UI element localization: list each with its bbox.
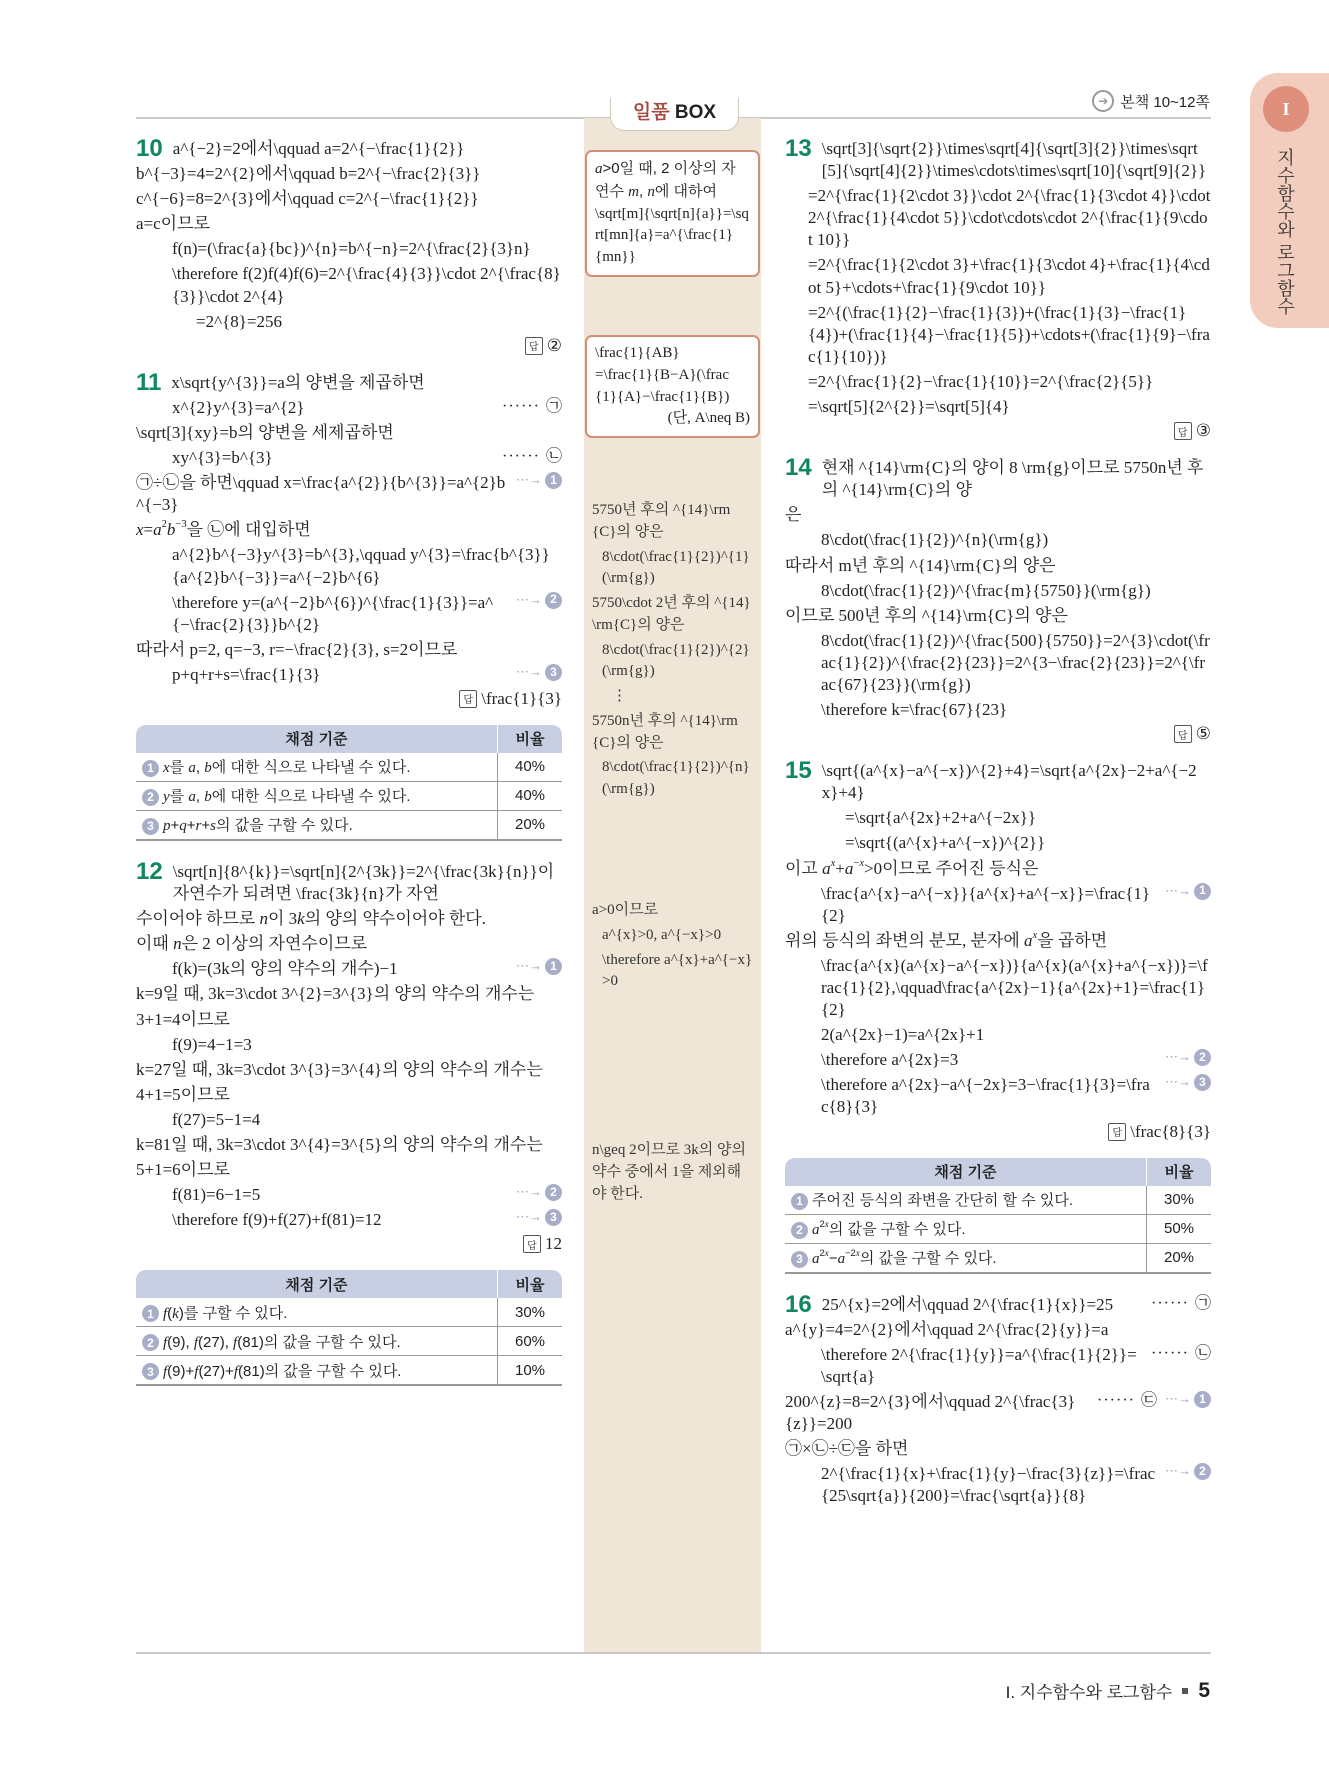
math-expression: 수이어야 하므로 n이 3k의 양의 약수이어야 한다.	[136, 909, 486, 929]
solution-line	[136, 1109, 562, 1131]
math-expression: \sqrt[3]{\sqrt{2}}\times\sqrt[4]{\sqrt[3]{2}}\times\sqrt[5]{\sqrt[4]{2}}\times\cdots\times\sqrt[10]{\sqrt[9]{2}}	[821, 139, 1207, 181]
scoring-step-marker	[516, 1209, 562, 1226]
math-expression: =\sqrt{(a^{x}+a^{−x})^{2}}	[845, 833, 1046, 853]
ratio-cell: 20%	[498, 810, 563, 840]
page-reference	[1092, 90, 1210, 112]
step-arrow-icon: ⋯→	[516, 663, 542, 679]
table-row	[785, 1243, 1211, 1273]
solution-line	[136, 1059, 562, 1081]
equation-label	[502, 447, 562, 468]
label-glyph: ㉡	[1194, 1344, 1211, 1362]
footer-chapter: I. 지수함수와 로그함수	[1005, 1683, 1173, 1702]
answer-icon: 답	[1174, 725, 1192, 743]
math-expression: =\sqrt[5]{2^{2}}=\sqrt[5]{4}	[808, 397, 1010, 417]
table-row	[785, 1186, 1211, 1215]
solution-line	[136, 368, 562, 396]
scoring-step-marker	[1165, 1463, 1211, 1480]
step-arrow-icon: ⋯→	[516, 958, 542, 974]
solution-line	[136, 1009, 562, 1031]
answer	[136, 336, 562, 356]
solution-line	[136, 1159, 562, 1181]
ratio-cell: 40%	[498, 753, 563, 782]
math-expression: 2(a^{2x}−1)=a^{2x}+1	[821, 1025, 985, 1045]
answer-icon: 답	[525, 337, 543, 355]
label-glyph: ㉠	[1194, 1294, 1211, 1312]
math-expression: x^{2}y^{3}=a^{2}	[172, 397, 305, 417]
solution-line	[136, 1209, 562, 1231]
criteria-text: $a^{2x}-a^{-2x}$의 값을 구할 수 있다.	[812, 1248, 997, 1268]
problem-solution	[785, 757, 1211, 1141]
math-expression: a=c이므로	[136, 214, 210, 234]
step-number: 2	[545, 592, 562, 609]
problem-solution	[136, 368, 562, 709]
scoring-criteria-table	[136, 725, 562, 841]
leader-dots: ······	[1097, 1391, 1135, 1409]
step-number: 1	[791, 1193, 808, 1210]
equation-label	[1151, 1294, 1211, 1315]
column-header: 비율	[498, 725, 563, 753]
step-number: 2	[791, 1222, 808, 1239]
step-arrow-icon: ⋯→	[516, 591, 542, 607]
problem-number: 15	[785, 757, 812, 785]
solution-line	[785, 454, 1211, 501]
table-row	[136, 753, 562, 782]
math-expression: k=81일 때, 3k=3\cdot 3^{4}=3^{5}의 양의 약수의 개수는	[136, 1135, 543, 1154]
box-tab-highlight: 일품	[632, 102, 670, 123]
page-footer	[1006, 1678, 1210, 1703]
note-text: a>0일 때, 2 이상의 자연수 m, n에 대하여	[595, 160, 736, 200]
solution-line	[785, 529, 1211, 551]
criteria-text: $a^{2x}$의 값을 구할 수 있다.	[812, 1219, 966, 1239]
ratio-cell: 20%	[1147, 1243, 1212, 1273]
solution-line	[785, 883, 1211, 927]
math-expression: 3+1=4이므로	[136, 1009, 230, 1029]
step-number: 3	[142, 818, 159, 835]
solution-line	[785, 580, 1211, 602]
math-expression: f(k)=(3k의 양의 약수의 개수)−1	[172, 959, 398, 979]
answer-value: ②	[546, 335, 562, 355]
solution-line	[136, 1034, 562, 1056]
label-glyph: ㉡	[545, 448, 562, 466]
math-expression: \sqrt[3]{xy}=b의 양변을 세제곱하면	[136, 422, 394, 442]
problem-number: 14	[785, 454, 812, 482]
math-expression: b^{−3}=4=2^{2}에서\qquad b=2^{−\frac{2}{3}}	[136, 164, 481, 184]
criteria-cell	[785, 1214, 1147, 1243]
table-header-row	[785, 1158, 1211, 1186]
math-expression: 현재 ^{14}\rm{C}의 양이 8 \rm{g}이므로 5750n년 후의 ^{14}\rm{C}의 양	[821, 458, 1204, 500]
math-expression: x\sqrt{y^{3}}=a의 양변을 제곱하면	[171, 372, 425, 392]
note-line: 8\cdot(\frac{1}{2})^{1}(\rm{g})	[602, 548, 750, 587]
box-tab	[610, 98, 739, 131]
step-arrow-icon: ⋯→	[516, 472, 542, 488]
note-line: 8\cdot(\frac{1}{2})^{n}(\rm{g})	[602, 759, 750, 797]
solution-line	[136, 422, 562, 444]
problem-solution	[136, 135, 562, 356]
problem-number: 13	[785, 135, 812, 162]
criteria-text: 주어진 등식의 좌변을 간단히 할 수 있다.	[812, 1192, 1074, 1210]
answer-icon: 답	[1174, 422, 1192, 440]
solution-line	[136, 1184, 562, 1206]
solution-line	[136, 983, 562, 1005]
equation-label	[1151, 1344, 1211, 1365]
math-expression: c^{−6}=8=2^{3}에서\qquad c=2^{−\frac{1}{2}}	[136, 189, 479, 209]
criteria-cell	[785, 1186, 1147, 1215]
solution-line	[785, 757, 1211, 804]
step-number: 3	[545, 664, 562, 681]
solution-line	[136, 1134, 562, 1156]
solution-line	[785, 1463, 1211, 1507]
solution-line	[785, 699, 1211, 721]
answer-value: \frac{8}{3}	[1130, 1121, 1211, 1141]
arrow-right-icon: ➔	[1092, 90, 1114, 112]
solution-line	[136, 238, 562, 260]
chapter-tab[interactable]	[1250, 73, 1329, 328]
math-expression: =2^{\frac{1}{2}−\frac{1}{10}}=2^{\frac{2}{5}}	[808, 371, 1154, 391]
page-number: 5	[1198, 1678, 1210, 1702]
note-line: a>0이므로	[592, 902, 659, 918]
solution-line	[785, 605, 1211, 627]
label-glyph: ㉠	[545, 397, 562, 415]
math-expression: =2^{8}=256	[196, 311, 282, 331]
solution-line	[785, 396, 1211, 418]
math-expression: f(27)=5−1=4	[172, 1109, 261, 1129]
math-expression: $x=a^2b^{-3}$을 ㉡에 대입하면	[136, 519, 311, 540]
scoring-step-marker	[1165, 1049, 1211, 1066]
math-expression: \therefore a^{2x}=3	[821, 1050, 959, 1070]
step-number: 2	[1194, 1049, 1211, 1066]
solution-line	[785, 955, 1211, 1021]
solution-line	[785, 858, 1211, 880]
scoring-step-marker	[1165, 1074, 1211, 1091]
page-reference-text: 본책 10~12쪽	[1120, 93, 1210, 111]
leader-dots: ······	[502, 397, 540, 415]
note-line: \therefore a^{x}+a^{−x}>0	[602, 951, 753, 990]
column-header: 채점 기준	[136, 1270, 498, 1298]
note-line: a^{x}>0, a^{−x}>0	[602, 926, 722, 943]
answer-value: ⑤	[1195, 724, 1211, 744]
label-glyph: ㉢	[1140, 1391, 1157, 1409]
note-exclude-one	[592, 1140, 754, 1208]
step-number: 1	[142, 760, 159, 777]
note-box-radical	[585, 150, 760, 277]
criteria-cell	[136, 1298, 498, 1327]
criteria-text: p+q+r+s의 값을 구할 수 있다.	[163, 817, 353, 835]
scoring-step-marker	[516, 664, 562, 681]
note-line: 5750년 후의 ^{14}\rm{C}의 양은	[592, 502, 731, 540]
step-arrow-icon: ⋯→	[1165, 882, 1191, 898]
solution-line	[136, 188, 562, 210]
criteria-cell	[136, 810, 498, 840]
math-expression: =2^{\frac{1}{2\cdot 3}+\frac{1}{3\cdot 4}+\frac{1}{4\cdot 5}+\cdots+\frac{1}{9\cdot 10}}	[808, 255, 1210, 297]
criteria-cell	[136, 781, 498, 810]
step-number: 1	[1194, 883, 1211, 900]
scoring-step-marker	[1165, 1391, 1211, 1408]
note-line: 5750n년 후의 ^{14}\rm{C}의 양은	[592, 712, 738, 751]
note-line: 8\cdot(\frac{1}{2})^{2}(\rm{g})	[602, 641, 750, 680]
table-header-row	[136, 725, 562, 753]
solution-line	[136, 664, 562, 686]
step-arrow-icon: ⋯→	[1165, 1463, 1191, 1479]
note-formula: \sqrt[m]{\sqrt[n]{a}}=\sqrt[mn]{a}=a^{\frac{1}{mn}}	[595, 205, 749, 265]
scoring-step-marker	[516, 1184, 562, 1201]
answer-value: ③	[1195, 421, 1211, 441]
solution-line	[785, 254, 1211, 298]
chapter-number: I	[1263, 86, 1309, 132]
table-row	[136, 1356, 562, 1386]
solution-line	[136, 1084, 562, 1106]
note-positive	[592, 900, 754, 996]
solution-line	[785, 1049, 1211, 1071]
problem-solution	[785, 1290, 1211, 1508]
math-expression: k=27일 때, 3k=3\cdot 3^{3}=3^{4}의 양의 약수의 개수는	[136, 1059, 543, 1079]
solution-line	[785, 930, 1211, 952]
leader-dots: ······	[1151, 1294, 1189, 1312]
solution-line	[785, 1074, 1211, 1118]
criteria-cell	[136, 1356, 498, 1386]
math-expression: ㉠÷㉡을 하면\qquad x=\frac{a^{2}}{b^{3}}=a^{2}b^{−3}	[136, 473, 506, 515]
step-number: 3	[1194, 1074, 1211, 1091]
solution-line	[136, 519, 562, 541]
math-expression: p+q+r+s=\frac{1}{3}	[172, 664, 321, 684]
scoring-step-marker	[516, 472, 562, 489]
solution-line	[136, 163, 562, 185]
math-expression: 이므로 500년 후의 ^{14}\rm{C}의 양은	[785, 605, 1068, 625]
math-expression: 4+1=5이므로	[136, 1084, 230, 1104]
solution-line	[785, 1344, 1211, 1388]
solution-line	[136, 135, 562, 162]
problem-number: 12	[136, 857, 163, 885]
column-header: 채점 기준	[785, 1158, 1147, 1186]
note-carbon-decay	[592, 500, 754, 804]
table-row	[136, 781, 562, 810]
criteria-cell	[785, 1243, 1147, 1273]
problem-number: 11	[136, 368, 162, 396]
problem-number: 16	[785, 1290, 812, 1318]
left-column	[136, 135, 562, 1406]
scoring-criteria-table	[136, 1270, 562, 1386]
note-line: ⋮	[612, 688, 627, 704]
ratio-cell: 10%	[498, 1356, 563, 1386]
math-expression: \sqrt[n]{8^{k}}=\sqrt[n]{2^{3k}}=2^{\frac{3k}{n}}이 자연수가 되려면 \frac{3k}{n}가 자연	[172, 861, 555, 904]
chapter-title: 지수함수와 로그함수	[1275, 148, 1295, 316]
solution-line	[136, 908, 562, 930]
column-header: 비율	[1147, 1158, 1212, 1186]
solution-line	[136, 544, 562, 588]
note-line: n\geq 2이므로 3k의 양의 약수 중에서 1을 제외해야 한다.	[592, 1142, 747, 1202]
criteria-cell	[136, 1327, 498, 1356]
problem-solution	[785, 135, 1211, 441]
math-expression: a^{2}b^{−3}y^{3}=b^{3},\qquad y^{3}=\frac{b^{3}}{a^{2}b^{−3}}=a^{−2}b^{6}	[172, 545, 550, 587]
solution-line	[136, 933, 562, 955]
math-expression: ㉠×㉡÷㉢을 하면	[785, 1439, 909, 1459]
bottom-rule	[136, 1652, 1211, 1654]
math-expression: a^{y}=4=2^{2}에서\qquad 2^{\frac{2}{y}}=a	[785, 1319, 1109, 1339]
scoring-criteria-table	[785, 1158, 1211, 1274]
math-expression: \therefore y=(a^{−2}b^{6})^{\frac{1}{3}}=a^{−\frac{2}{3}}b^{2}	[172, 592, 494, 634]
math-expression: 따라서 p=2, q=−3, r=−\frac{2}{3}, s=2이므로	[136, 639, 458, 659]
math-expression: 8\cdot(\frac{1}{2})^{\frac{500}{5750}}=2^{3}\cdot(\frac{1}{2})^{\frac{2}{23}}=2^{3−\frac{2}{23}}=2^{\frac{67}{23}}(\rm{g})	[821, 630, 1210, 694]
answer	[785, 1122, 1211, 1142]
solution-line	[785, 302, 1211, 368]
column-header: 채점 기준	[136, 725, 498, 753]
column-header: 비율	[498, 1270, 563, 1298]
answer-value: \frac{1}{3}	[481, 688, 562, 708]
solution-line	[785, 832, 1211, 854]
answer-value: 12	[545, 1234, 562, 1254]
note-lhs: \frac{1}{AB}	[595, 345, 680, 361]
solution-line	[785, 1391, 1211, 1435]
problem-solution	[785, 454, 1211, 744]
solution-line	[785, 555, 1211, 577]
step-number: 1	[545, 958, 562, 975]
math-expression: \therefore 2^{\frac{1}{y}}=a^{\frac{1}{2}}=\sqrt{a}	[821, 1344, 1137, 1386]
math-expression: f(81)=6−1=5	[172, 1185, 261, 1205]
math-expression: 은	[785, 505, 802, 525]
solution-line	[785, 630, 1211, 696]
leader-dots: ······	[1151, 1344, 1189, 1362]
solution-line	[136, 311, 562, 333]
ratio-cell: 60%	[498, 1327, 563, 1356]
table-row	[136, 1327, 562, 1356]
math-expression: f(n)=(\frac{a}{bc})^{n}=b^{−n}=2^{\frac{2}{3}n}	[172, 239, 531, 259]
step-arrow-icon: ⋯→	[1165, 1074, 1191, 1090]
math-expression: 2^{\frac{1}{x}+\frac{1}{y}−\frac{3}{z}}=\frac{25\sqrt{a}}{200}=\frac{\sqrt{a}}{8}	[821, 1464, 1156, 1506]
table-row	[136, 810, 562, 840]
ratio-cell: 30%	[498, 1298, 563, 1327]
equation-label	[1097, 1391, 1157, 1412]
scoring-step-marker	[516, 958, 562, 975]
math-expression: 5+1=6이므로	[136, 1160, 230, 1180]
math-expression: f(9)=4−1=3	[172, 1034, 252, 1054]
step-arrow-icon: ⋯→	[516, 1209, 542, 1225]
math-expression: =\sqrt{a^{2x}+2+a^{−2x}}	[845, 808, 1037, 828]
solution-line	[136, 447, 562, 469]
criteria-cell	[136, 753, 498, 782]
solution-line	[136, 639, 562, 661]
leader-dots: ······	[502, 448, 540, 466]
table-row	[785, 1214, 1211, 1243]
step-number: 3	[791, 1251, 808, 1268]
step-number: 1	[545, 472, 562, 489]
math-expression: 따라서 m년 후의 ^{14}\rm{C}의 양은	[785, 555, 1056, 575]
answer	[785, 724, 1211, 744]
solution-line	[136, 857, 562, 905]
problem-number: 10	[136, 135, 163, 162]
math-expression: 이고 $a^x+a^{-x}>0$이므로 주어진 등식은	[785, 857, 1039, 878]
criteria-text: f(9)+f(27)+f(81)의 값을 구할 수 있다.	[163, 1362, 402, 1380]
table-header-row	[136, 1270, 562, 1298]
criteria-text: x를 a, b에 대한 식으로 나타낼 수 있다.	[163, 759, 411, 777]
step-arrow-icon: ⋯→	[516, 1184, 542, 1200]
step-number: 2	[142, 789, 159, 806]
math-expression: k=9일 때, 3k=3\cdot 3^{2}=3^{3}의 양의 약수의 개수는	[136, 984, 535, 1004]
note-rhs: =\frac{1}{B−A}(\frac{1}{A}−\frac{1}{B})	[595, 366, 730, 405]
step-number: 3	[142, 1363, 159, 1380]
solution-line	[136, 592, 562, 636]
step-number: 2	[545, 1184, 562, 1201]
scoring-step-marker	[516, 592, 562, 609]
solution-line	[136, 263, 562, 307]
math-expression: \therefore f(2)f(4)f(6)=2^{\frac{4}{3}}\cdot 2^{\frac{8}{3}}\cdot 2^{4}	[172, 264, 561, 306]
answer-icon: 답	[1108, 1123, 1126, 1141]
solution-line	[785, 185, 1211, 251]
math-expression: xy^{3}=b^{3}	[172, 448, 273, 468]
math-expression: 8\cdot(\frac{1}{2})^{n}(\rm{g})	[821, 530, 1049, 550]
solution-line	[136, 958, 562, 980]
criteria-text: y를 a, b에 대한 식으로 나타낼 수 있다.	[163, 788, 411, 806]
solution-line	[785, 807, 1211, 829]
answer-icon: 답	[459, 690, 477, 708]
math-expression: \frac{a^{x}−a^{−x}}{a^{x}+a^{−x}}=\frac{1}{2}	[821, 883, 1151, 925]
step-number: 3	[545, 1209, 562, 1226]
solution-line	[785, 504, 1211, 526]
math-expression: a^{−2}=2에서\qquad a=2^{−\frac{1}{2}}	[172, 139, 465, 158]
math-expression: =2^{(\frac{1}{2}−\frac{1}{3})+(\frac{1}{3}−\frac{1}{4})+(\frac{1}{4}−\frac{1}{5})+\cdots+(\frac{1}{9}−\frac{1}{10})}	[808, 302, 1210, 366]
math-expression: 200^{z}=8=2^{3}에서\qquad 2^{\frac{3}{z}}=200	[785, 1391, 1076, 1434]
note-line: 5750\cdot 2년 후의 ^{14}\rm{C}의 양은	[592, 595, 751, 633]
solution-line	[785, 371, 1211, 393]
ratio-cell: 30%	[1147, 1186, 1212, 1215]
answer	[136, 1234, 562, 1254]
solution-line	[785, 1024, 1211, 1046]
math-expression: =2^{\frac{1}{2\cdot 3}}\cdot 2^{\frac{1}{3\cdot 4}}\cdot 2^{\frac{1}{4\cdot 5}}\cdot\cdots\cdot 2^{\frac{1}{9\cdot 10}}	[808, 186, 1211, 250]
math-expression: \frac{a^{x}(a^{x}−a^{−x})}{a^{x}(a^{x}+a^{−x})}=\frac{1}{2},\qquad\frac{a^{2x}−1}{a^{2x}+1}=\frac{1}{2}	[821, 955, 1208, 1020]
scoring-step-marker	[1165, 883, 1211, 900]
answer-icon: 답	[523, 1235, 541, 1253]
step-number: 1	[1194, 1391, 1211, 1408]
square-bullet-icon	[1182, 1688, 1188, 1694]
solution-line	[785, 1438, 1211, 1460]
step-number: 2	[142, 1334, 159, 1351]
table-row	[136, 1298, 562, 1327]
math-expression: 이때 n은 2 이상의 자연수이므로	[136, 934, 368, 954]
math-expression: \therefore a^{2x}−a^{−2x}=3−\frac{1}{3}=\frac{8}{3}	[821, 1075, 1150, 1117]
step-number: 2	[1194, 1463, 1211, 1480]
solution-line	[136, 472, 562, 516]
note-condition: (단, A\neq B)	[667, 410, 750, 427]
solution-line	[785, 1290, 1211, 1318]
math-expression: 8\cdot(\frac{1}{2})^{\frac{m}{5750}}(\rm{g})	[821, 580, 1151, 600]
math-expression: 25^{x}=2에서\qquad 2^{\frac{1}{x}}=25	[821, 1294, 1114, 1314]
ratio-cell: 40%	[498, 781, 563, 810]
problem-solution	[136, 857, 562, 1254]
note-box-partial-fraction	[585, 335, 760, 438]
step-number: 1	[142, 1305, 159, 1322]
answer	[785, 421, 1211, 441]
math-expression: \sqrt{(a^{x}−a^{−x})^{2}+4}=\sqrt{a^{2x}−2+a^{−2x}+4}	[821, 761, 1197, 803]
math-expression: \therefore k=\frac{67}{23}	[821, 700, 1008, 720]
box-tab-label: BOX	[674, 102, 717, 123]
step-arrow-icon: ⋯→	[1165, 1049, 1191, 1065]
step-arrow-icon: ⋯→	[1165, 1390, 1191, 1406]
solution-line	[785, 135, 1211, 182]
solution-line	[785, 1319, 1211, 1341]
solution-line	[136, 397, 562, 419]
criteria-text: f(9), f(27), f(81)의 값을 구할 수 있다.	[163, 1333, 401, 1351]
ratio-cell: 50%	[1147, 1214, 1212, 1243]
math-expression: \therefore f(9)+f(27)+f(81)=12	[172, 1210, 382, 1230]
math-expression: 위의 등식의 좌변의 분모, 분자에 $a^x$을 곱하면	[785, 929, 1108, 950]
solution-line	[136, 213, 562, 235]
equation-label	[502, 397, 562, 418]
answer	[136, 689, 562, 709]
right-column	[785, 135, 1211, 1523]
criteria-text: f(k)를 구할 수 있다.	[163, 1304, 288, 1322]
